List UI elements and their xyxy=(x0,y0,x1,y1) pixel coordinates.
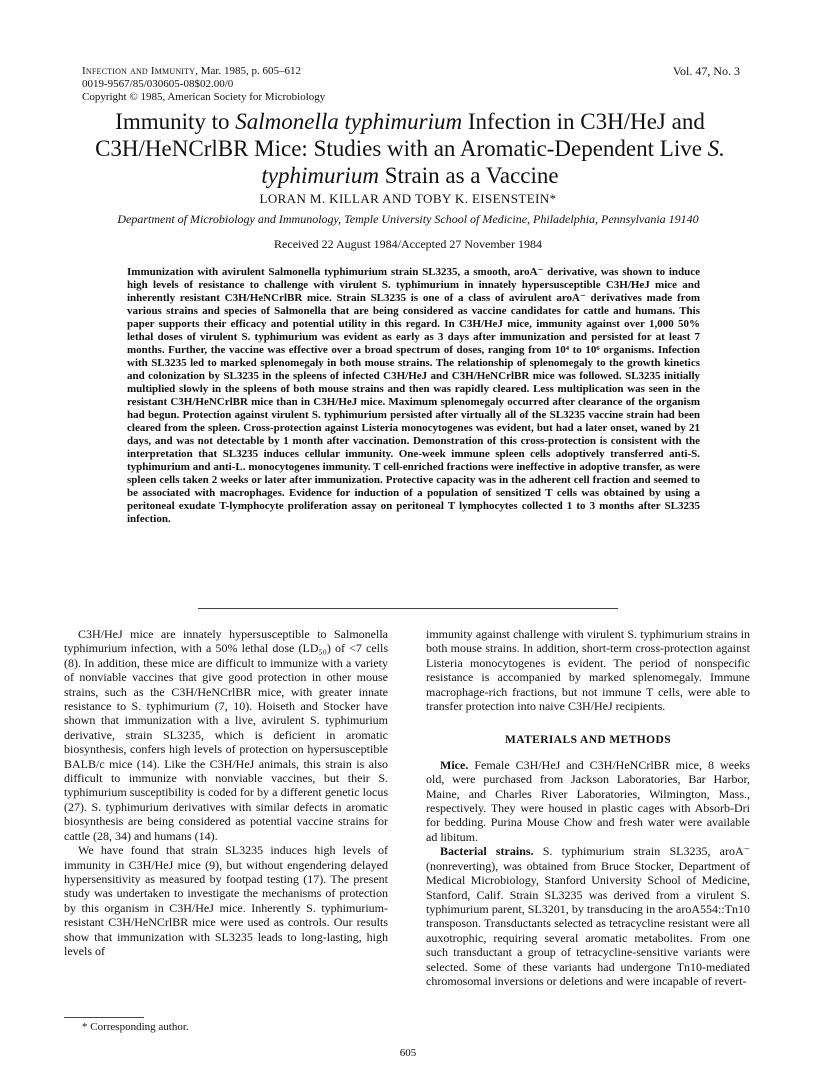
copyright-line: Copyright © 1985, American Society for Microbiology xyxy=(82,91,326,103)
footnote-divider xyxy=(64,1017,144,1018)
body-column-right xyxy=(426,627,750,988)
corresponding-author-footnote: * Corresponding author. xyxy=(82,1021,189,1033)
methods-mice-paragraph xyxy=(426,758,750,844)
affiliation: Department of Microbiology and Immunology, Temple University School of Medicine, Philadelphia, Pennsylvania 19140 xyxy=(117,212,699,226)
page-number: 605 xyxy=(399,1047,417,1059)
article-title: Immunity to Salmonella typhimurium Infection in C3H/HeJ and C3H/HeNCrlBR Mice: Studies with an Aromatic-Dependent Live S. typhimurium Strain as a Vaccine xyxy=(95,109,725,188)
intro-paragraph: C3H/HeJ mice are innately hypersusceptible to Salmonella typhimurium infection, with a 50% lethal dose (LD₅₀) of <7 cells (8). In addition, these mice are difficult to immunize with a variety of nonviable vaccines that give good protection in other mouse strains, such as the C3H/HeNCrlBR mice, with greater innate resistance to S. typhimurium (7, 10). Hoiseth and Stocker have shown that immunization with a live, avirulent S. typhimurium derivative, strain SL3235, which is deficient in aromatic biosynthesis, confers high levels of protection on hypersusceptible BALB/c mice (14). Like the C3H/HeJ animals, this strain is also difficult to immunize with nonviable vaccines, but their S. typhimurium susceptibility is coded for by a different genetic locus (27). S. typhimurium derivatives with similar defects in aromatic biosynthesis are being considered as potential vaccine strains for cattle (28, 34) and humans (14). xyxy=(64,627,388,843)
abstract: Immunization with avirulent Salmonella typhimurium strain SL3235, a smooth, aroA⁻ derivative, was shown to induce high levels of resistance to challenge with virulent S. typhimurium in innately hypersusceptible C3H/HeJ mice and inherently resistant C3H/HeNCrlBR mice. Strain SL3235 is one of a class of avirulent aroA⁻ derivatives made from various strains and species of Salmonella that are being considered as vaccine candidates for cattle and humans. This paper supports their efficacy and potential utility in this regard. In C3H/HeJ mice, immunity against over 1,000 50% lethal doses of virulent S. typhimurium was evident as early as 3 days after immunization and persisted for at least 7 months. Further, the vaccine was effective over a broad spectrum of doses, ranging from 10⁴ to 10⁶ organisms. Infection with SL3235 led to marked splenomegaly in both mouse strains. The relationship of splenomegaly to the growth kinetics and colonization by SL3235 in the spleens of infected C3H/HeJ and C3H/HeNCrlBR mice was followed. SL3235 initially multiplied slowly in the spleens of both mouse strains and then was rapidly cleared. Less multiplication was seen in the resistant C3H/HeNCrlBR mice than in C3H/HeJ mice. Maximum splenomegaly occurred after clearance of the organism had begun. Protection against virulent S. typhimurium persisted after virtually all of the SL3235 vaccine strain had been cleared from the spleen. Cross-protection against Listeria monocytogenes was evident, but had a later onset, waned by 21 days, and was not detectable by 1 month after vaccination. Demonstration of this cross-protection is consistent with the interpretation that SL3235 induces cellular immunity. One-week immune spleen cells adoptively transferred anti-S. typhimurium and anti-L. monocytogenes immunity. T cell-enriched fractions were ineffective in adoptive transfer, as were spleen cells taken 2 weeks or later after immunization. Protective capacity was in the adherent cell fraction and seemed to be associated with macrophages. Evidence for induction of a population of sensitized T cells was obtained by using a peritoneal exudate T-lymphocyte proliferation assay on peritoneal T lymphocytes collected 1 to 3 months after SL3235 infection. xyxy=(127,266,700,525)
intro-paragraph-continued: immunity against challenge with virulent S. typhimurium strains in both mouse strains. In addition, short-term cross-protection against Listeria monocytogenes is evident. The period of nonspecific resistance is accompanied by marked splenomegaly. Immune macrophage-rich fractions, but not immune T cells, were able to transfer protection into naive C3H/HeJ recipients. xyxy=(426,627,750,714)
volume-issue: Vol. 47, No. 3 xyxy=(672,64,740,78)
journal-header xyxy=(82,65,325,104)
mice-runin-heading: Mice. xyxy=(440,757,469,772)
mice-text: Female C3H/HeJ and C3H/HeNCrlBR mice, 8 weeks old, were purchased from Jackson Laboratories, Bar Harbor, Maine, and Charles River Laboratories, Wilmington, Mass., respectively. They were housed in plastic cages with Absorb-Dri for bedding. Purina Mouse Chow and fresh water were available ad libitum. xyxy=(426,757,750,844)
intro-paragraph: We have found that strain SL3235 induces high levels of immunity in C3H/HeJ mice (9), but without engendering delayed hypersensitivity as measured by footpad testing (17). The present study was undertaken to investigate the mechanisms of protection by this organism in C3H/HeJ mice. Inherently S. typhimurium-resistant C3H/HeNCrlBR mice were used as controls. Our results show that immunization with SL3235 leads to long-lasting, high levels of xyxy=(64,843,388,958)
journal-citation: , Mar. 1985, p. 605–612 xyxy=(195,65,301,77)
section-heading-materials-methods: MATERIALS AND METHODS xyxy=(504,734,671,747)
issn-line: 0019-9567/85/030605-08$02.00/0 xyxy=(82,78,234,90)
author-list: LORAN M. KILLAR AND TOBY K. EISENSTEIN* xyxy=(259,191,557,206)
journal-name: Infection and Immunity xyxy=(82,65,196,77)
strains-runin-heading: Bacterial strains. xyxy=(440,844,534,859)
strains-text: S. typhimurium strain SL3235, aroA⁻ (nonreverting), was obtained from Bruce Stocker, Department of Medical Microbiology, Stanford University School of Medicine, Stanford, Calif. Strain SL3235 was derived from a virulent S. typhimurium parent, SL3201, by transducing in the aroA554::Tn10 transposon. Transductants selected as tetracycline resistant were all auxotrophic, requiring several aromatic metabolites. From one such transductant a group of tetracycline-sensitive variants were selected. Some of these variants had undergone Tn10-mediated chromosomal inversions or deletions and were incapable of revert- xyxy=(426,844,750,988)
section-divider xyxy=(198,608,618,609)
methods-strains-paragraph xyxy=(426,844,750,988)
received-dates: Received 22 August 1984/Accepted 27 November 1984 xyxy=(274,237,542,251)
body-column-left xyxy=(64,627,388,958)
